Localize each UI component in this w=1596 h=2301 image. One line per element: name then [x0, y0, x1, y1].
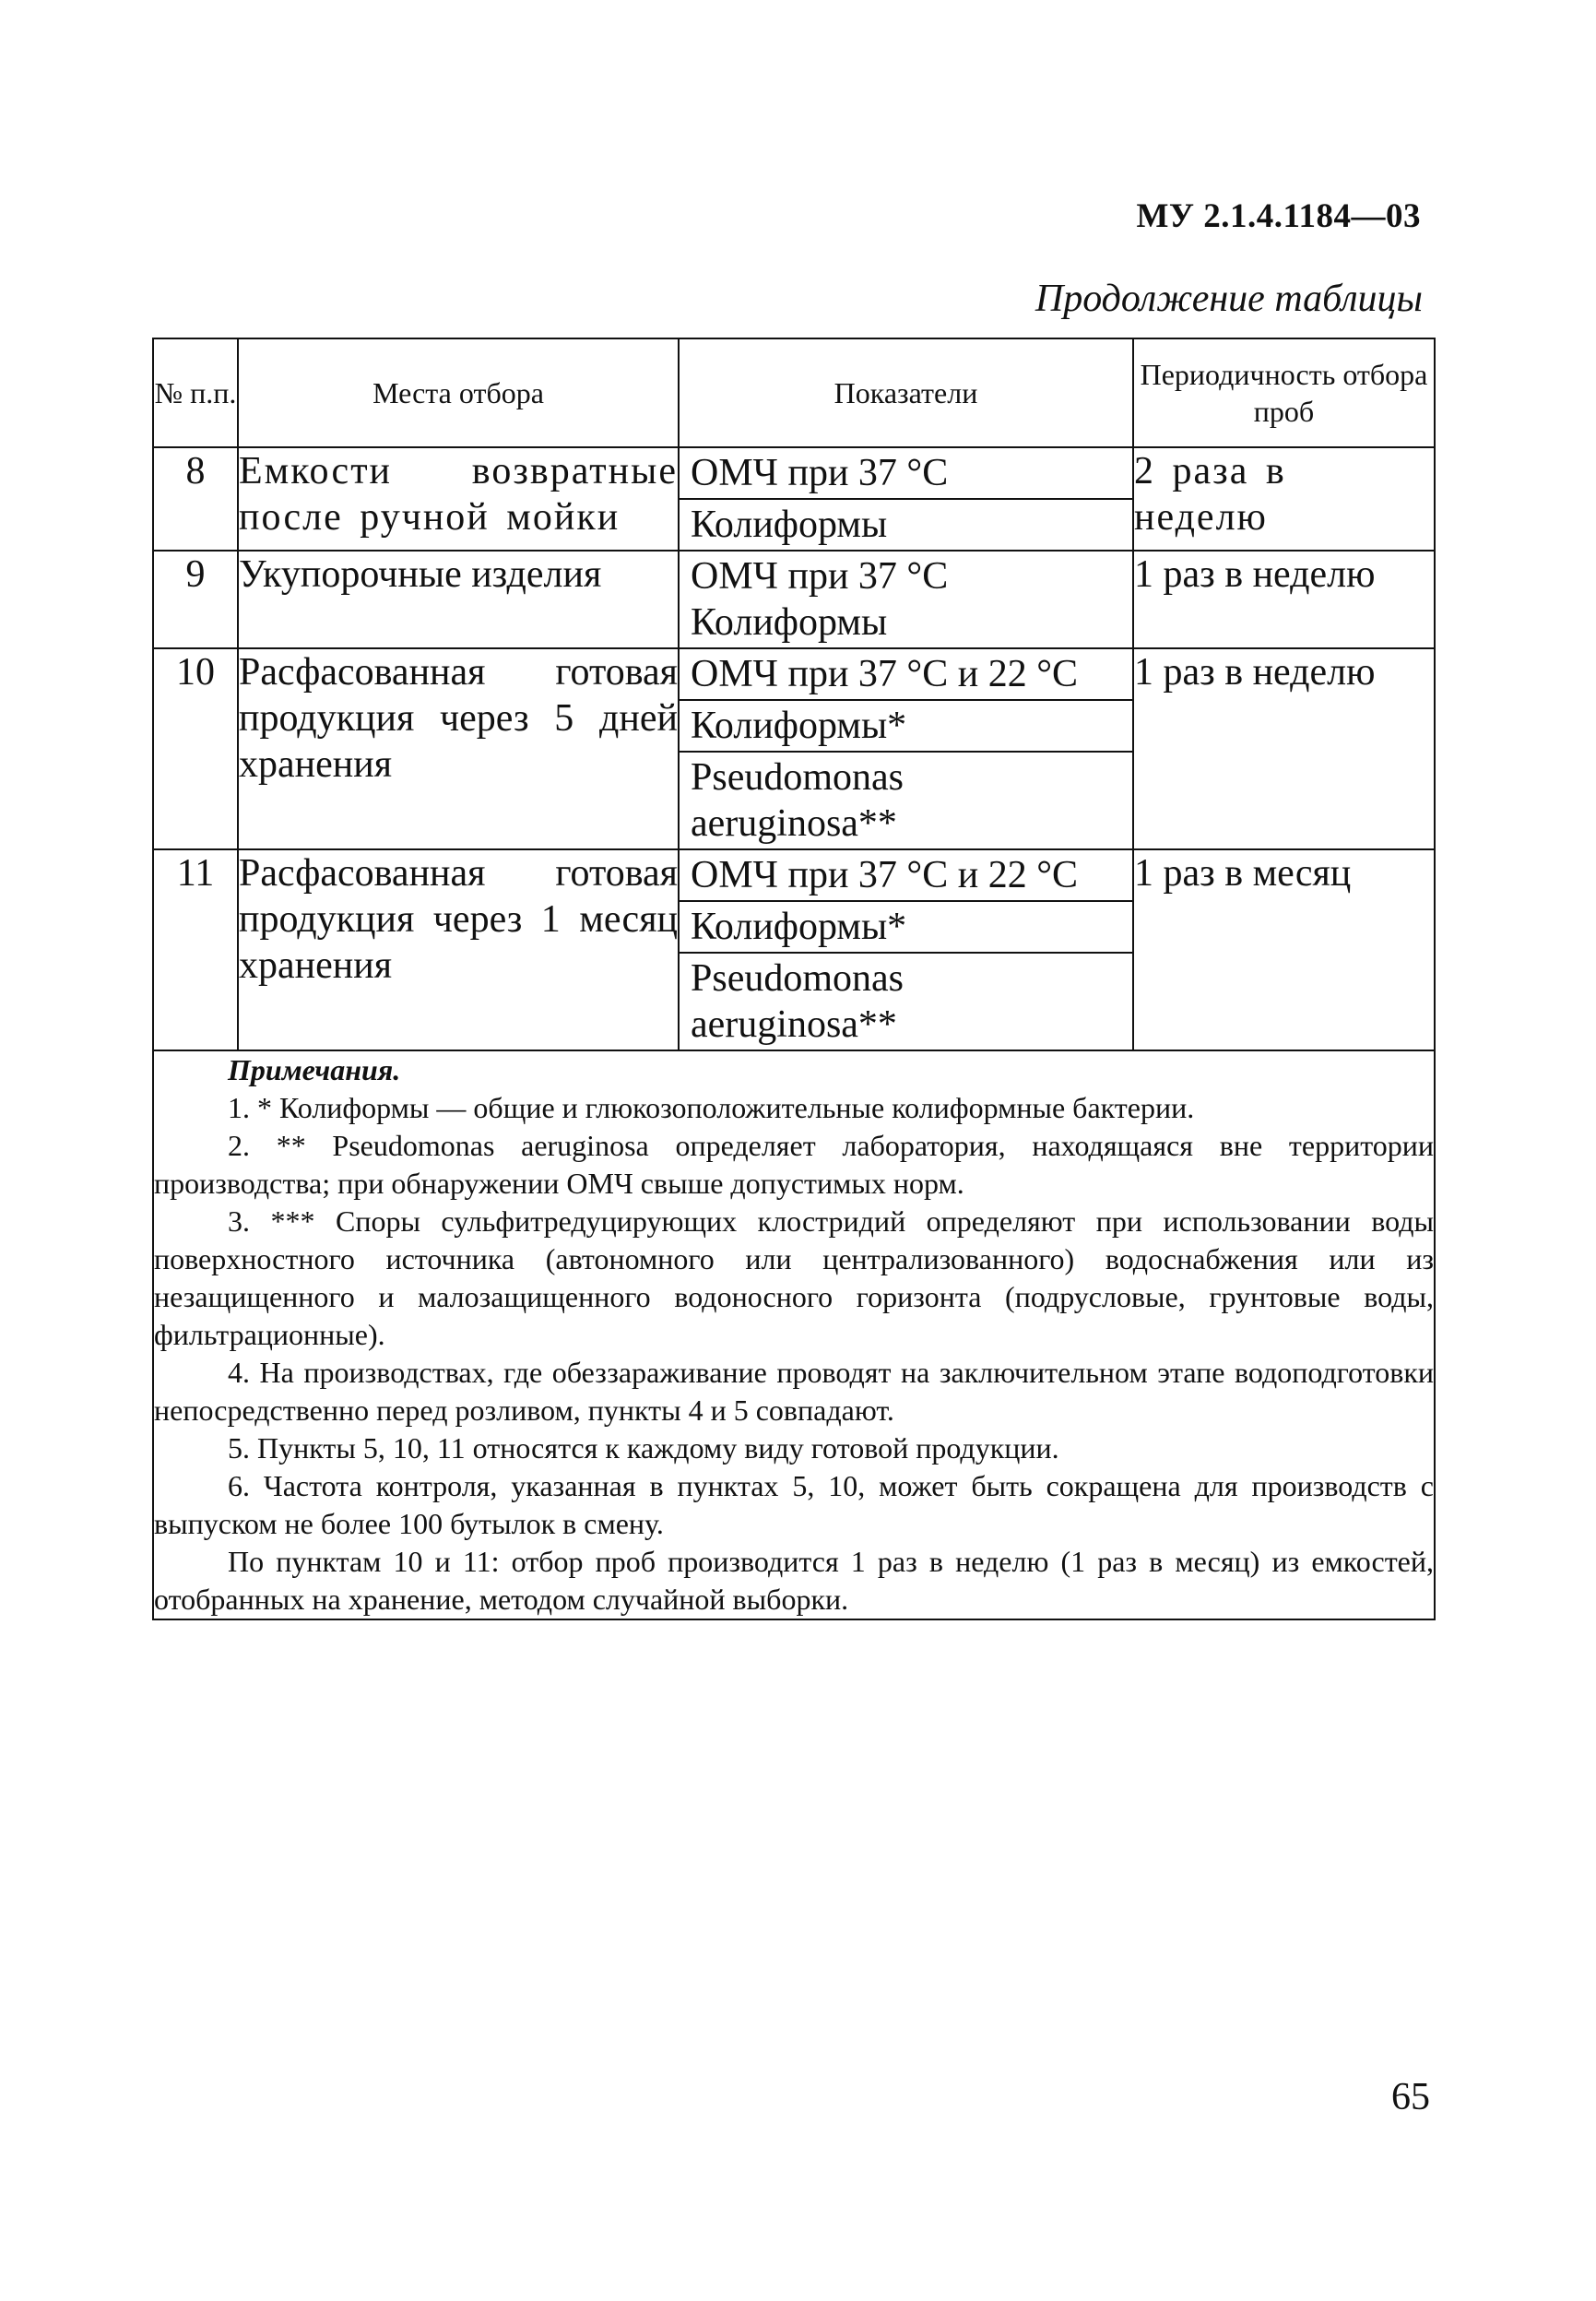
- note-item: 6. Частота контроля, указанная в пунктах 5, 10, может быть сокращена для производств с выпуском не более 100 бутылок в смену.: [154, 1469, 1434, 1540]
- periodicity: 1 раз в месяц: [1133, 849, 1435, 1050]
- column-header-number: № п.п.: [153, 338, 238, 447]
- row-number: 9: [153, 551, 238, 648]
- periodicity: 2 раза в неделю: [1133, 447, 1435, 551]
- table-row: [153, 849, 1435, 1050]
- periodicity: 1 раз в неделю: [1133, 551, 1435, 648]
- notes-title: Примечания.: [228, 1053, 401, 1086]
- sampling-place: Укупорочные изделия: [238, 551, 679, 648]
- indicator: ОМЧ при 37 °С Колиформы: [691, 555, 949, 644]
- indicator: Колиформы*: [680, 701, 1132, 753]
- indicator: Pseudomonas aeruginosa**: [691, 756, 904, 845]
- note-item: 1. * Колиформы — общие и глюкозоположительные колиформные бактерии.: [228, 1091, 1195, 1124]
- note-item: 3. *** Споры сульфитредуцирующих клостридий определяют при использовании воды поверхностного источника (автономного или централизованного) водоснабжения или из незащищенного и малозащищенного водоносного горизонта (подрусловые, грунтовые воды, фильтрационные).: [154, 1204, 1434, 1351]
- table-row: [153, 648, 1435, 849]
- column-header-places: Места отбора: [238, 338, 679, 447]
- table-row: [153, 447, 1435, 551]
- note-item: По пунктам 10 и 11: отбор проб производится 1 раз в неделю (1 раз в месяц) из емкостей, отобранных на хранение, методом случайной выборки.: [154, 1545, 1434, 1616]
- indicators-cell: [679, 648, 1133, 849]
- page-number: 65: [1391, 2076, 1430, 2118]
- sampling-place: Емкости возвратные после ручной мойки: [238, 447, 679, 551]
- table-row: [153, 551, 1435, 648]
- document-code: МУ 2.1.4.1184—03: [1136, 197, 1421, 235]
- indicator: ОМЧ при 37 °С и 22 °С: [680, 850, 1132, 902]
- table-header-row: [153, 338, 1435, 447]
- indicator: ОМЧ при 37 °С и 22 °С: [680, 649, 1132, 701]
- row-number: 11: [153, 849, 238, 1050]
- row-number: 10: [153, 648, 238, 849]
- sampling-table: [152, 338, 1436, 1620]
- table-caption: Продолжение таблицы: [1034, 278, 1423, 320]
- indicator: Колиформы*: [680, 902, 1132, 954]
- row-number: 8: [153, 447, 238, 551]
- notes-row: [153, 1050, 1435, 1619]
- column-header-periodicity: Периодичность отбора проб: [1133, 338, 1435, 447]
- note-item: 2. ** Pseudomonas aeruginosa определяет лаборатория, находящаяся вне территории производства; при обнаружении ОМЧ свыше допустимых норм.: [154, 1129, 1434, 1200]
- sampling-place: Расфасованная готовая продукция через 5 дней хранения: [238, 648, 679, 849]
- note-item: 5. Пункты 5, 10, 11 относятся к каждому виду готовой продукции.: [228, 1431, 1059, 1465]
- periodicity: 1 раз в неделю: [1133, 648, 1435, 849]
- notes-cell: [153, 1050, 1435, 1619]
- indicators-cell: [679, 447, 1133, 551]
- sampling-place: Расфасованная готовая продукция через 1 месяц хранения: [238, 849, 679, 1050]
- indicator: Колиформы: [691, 504, 888, 546]
- indicator: Pseudomonas aeruginosa**: [691, 957, 904, 1046]
- indicators-cell: [679, 551, 1133, 648]
- note-item: 4. На производствах, где обеззараживание проводят на заключительном этапе водоподготовки непосредственно перед розливом, пункты 4 и 5 совпадают.: [154, 1356, 1434, 1427]
- column-header-indicators: Показатели: [679, 338, 1133, 447]
- indicator: ОМЧ при 37 °С: [680, 448, 1132, 500]
- indicators-cell: [679, 849, 1133, 1050]
